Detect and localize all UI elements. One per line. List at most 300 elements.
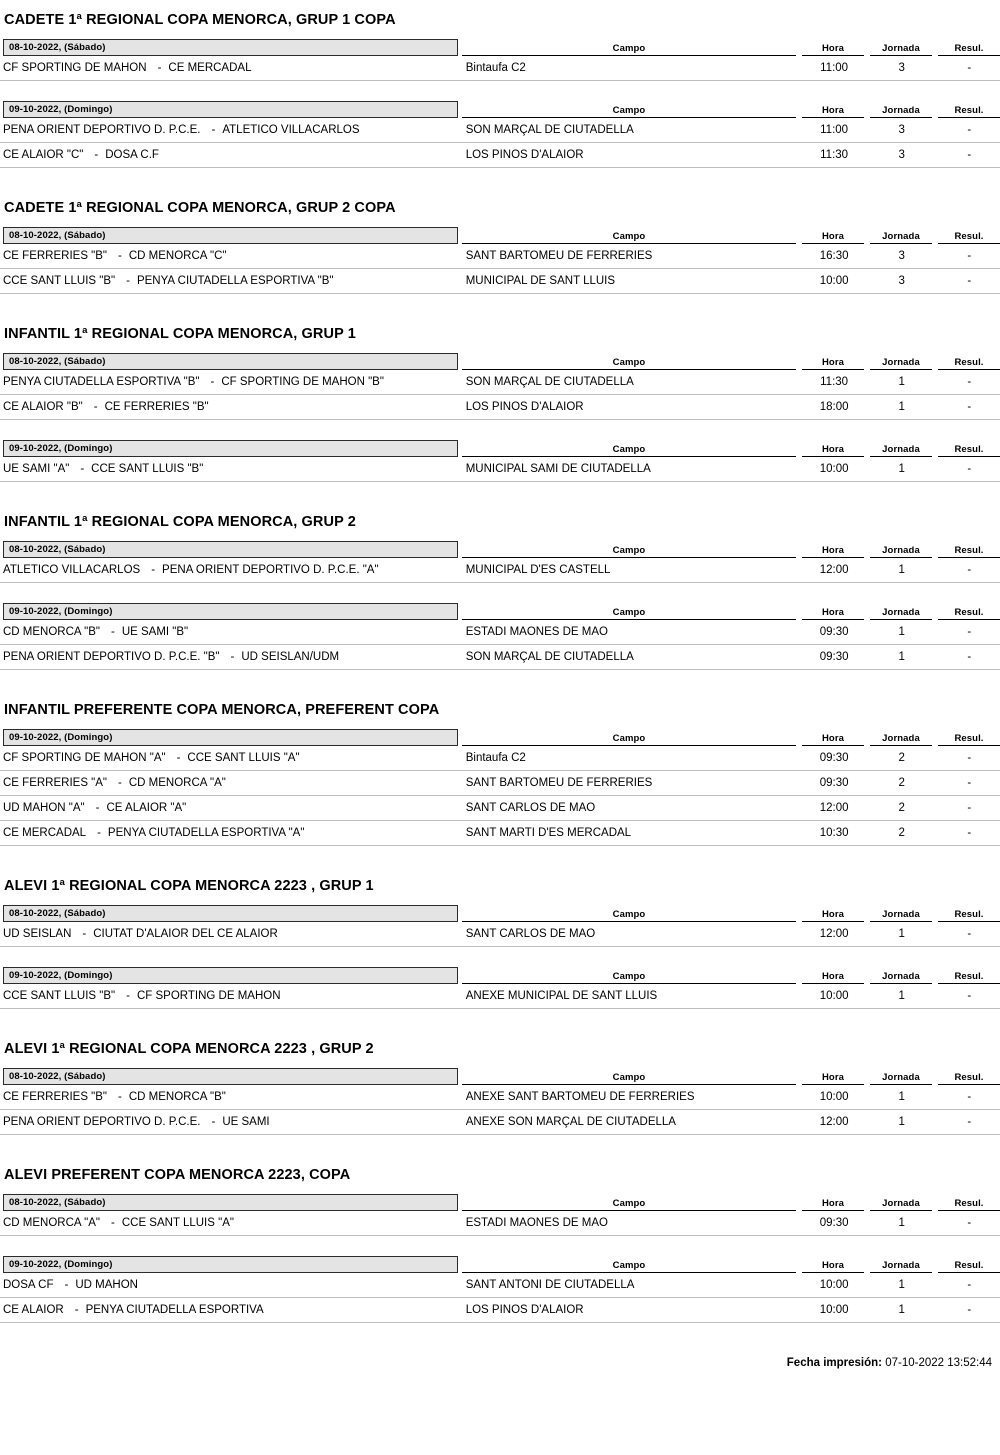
home-team: PEÑA ORIENT DEPORTIVO D. P.C.E. [3, 124, 201, 136]
match-venue: LOS PINOS D'ALAIOR [465, 149, 584, 161]
match-row [0, 1298, 1000, 1323]
match-teams [3, 564, 458, 576]
match-time: 10:00 [819, 1304, 849, 1316]
match-matchday: 1 [898, 1217, 905, 1229]
column-header-resul: Resul. [938, 105, 1000, 119]
match-venue: MUNICIPAL SAMI DE CIUTADELLA [465, 463, 651, 475]
away-team: CD MENORCA "C" [128, 250, 227, 262]
match-row [0, 118, 1000, 143]
match-result: - [967, 250, 972, 262]
home-team: CE FERRERIES "B" [3, 1091, 108, 1103]
versus-separator: - [93, 401, 98, 413]
versus-separator: - [80, 463, 85, 475]
column-header-jornada: Jornada [870, 43, 932, 57]
match-row [0, 1273, 1000, 1298]
competition-block [0, 188, 1000, 294]
day-header [0, 353, 1000, 370]
versus-separator: - [126, 275, 130, 287]
match-row [0, 1110, 1000, 1135]
date-bar: 09-10-2022, (Domingo) [3, 729, 458, 746]
match-time: 10:00 [819, 1091, 849, 1103]
column-header-hora: Hora [802, 357, 864, 371]
versus-separator: - [151, 564, 156, 576]
away-team: CE ALAIOR "A" [106, 802, 187, 814]
column-header-resul: Resul. [938, 1072, 1000, 1086]
match-matchday: 1 [898, 1091, 905, 1103]
match-teams [3, 376, 458, 388]
day-group [0, 729, 1000, 846]
home-team: CE ALAIOR "B" [3, 401, 83, 413]
column-header-jornada: Jornada [870, 105, 932, 119]
match-time: 12:00 [819, 802, 849, 814]
match-venue: LOS PINOS D'ALAIOR [465, 1304, 584, 1316]
home-team: PEÑA ORIENT DEPORTIVO D. P.C.E. "B" [3, 651, 220, 663]
column-header-resul: Resul. [938, 607, 1000, 621]
column-header-hora: Hora [802, 105, 864, 119]
match-matchday: 3 [898, 250, 905, 262]
match-teams [3, 752, 458, 764]
versus-separator: - [110, 1217, 115, 1229]
day-header [0, 39, 1000, 56]
match-time: 10:00 [819, 275, 849, 287]
column-header-hora: Hora [802, 1260, 864, 1274]
match-result: - [967, 827, 972, 839]
day-group [0, 440, 1000, 482]
away-team: CCE SANT LLUÍS "B" [91, 463, 204, 475]
away-team: UD SEISLAN/UDM [241, 651, 340, 663]
day-header [0, 967, 1000, 984]
home-team: CF SPORTING DE MAHON [3, 62, 147, 74]
column-header-resul: Resul. [938, 231, 1000, 245]
column-header-hora: Hora [802, 971, 864, 985]
match-time: 12:00 [819, 564, 849, 576]
match-teams [3, 1116, 458, 1128]
match-result: - [967, 124, 972, 136]
versus-separator: - [118, 777, 122, 789]
column-header-jornada: Jornada [870, 909, 932, 923]
column-headers [462, 43, 1000, 57]
day-group [0, 541, 1000, 583]
match-row [0, 796, 1000, 821]
match-time: 09:30 [819, 1217, 849, 1229]
column-header-resul: Resul. [938, 357, 1000, 371]
competition-title: INFANTIL PREFERENTE COPA MENORCA, PREFERENT COPA [4, 702, 440, 718]
match-matchday: 1 [898, 463, 905, 475]
match-venue: Bintaufa C2 [465, 752, 526, 764]
versus-separator: - [211, 124, 216, 136]
match-venue: SANT MARTI D'ES MERCADAL [465, 827, 632, 839]
home-team: CE MERCADAL [3, 827, 87, 839]
match-venue: SANT CARLOS DE MAÓ [465, 802, 596, 814]
match-matchday: 1 [898, 564, 905, 576]
away-team: PENYA CIUTADELLA ESPORTIVA [85, 1304, 264, 1316]
date-bar: 08-10-2022, (Sábado) [3, 227, 458, 244]
competition-block [0, 1029, 1000, 1135]
column-header-hora: Hora [802, 909, 864, 923]
match-row [0, 395, 1000, 420]
match-venue: LOS PINOS D'ALAIOR [465, 401, 584, 413]
day-group [0, 905, 1000, 947]
column-header-resul: Resul. [938, 444, 1000, 458]
versus-separator: - [82, 928, 87, 940]
versus-separator: - [210, 376, 215, 388]
column-header-jornada: Jornada [870, 1072, 932, 1086]
home-team: UE SAMI "A" [3, 463, 70, 475]
match-matchday: 3 [898, 62, 905, 74]
match-result: - [967, 651, 972, 663]
match-matchday: 2 [898, 802, 905, 814]
match-row [0, 244, 1000, 269]
match-venue: ANEXE MUNICIPAL DE SANT LLUIS [465, 990, 658, 1002]
match-teams [3, 802, 458, 814]
day-group [0, 603, 1000, 670]
column-header-campo: Campo [462, 1198, 796, 1212]
match-result: - [967, 564, 972, 576]
home-team: UD SEISLAN [3, 928, 72, 940]
match-row [0, 269, 1000, 294]
match-matchday: 1 [898, 626, 905, 638]
match-venue: Bintaufa C2 [465, 62, 526, 74]
away-team: CF SPORTING DE MAHON [136, 990, 281, 1002]
column-header-campo: Campo [462, 357, 796, 371]
column-header-hora: Hora [802, 1072, 864, 1086]
competition-title: INFANTIL 1ª REGIONAL COPA MENORCA, GRUP 2 [4, 514, 356, 530]
print-date-label: Fecha impresión: [786, 1357, 882, 1369]
match-teams [3, 124, 458, 136]
day-header [0, 101, 1000, 118]
column-header-resul: Resul. [938, 1198, 1000, 1212]
away-team: CD MENORCA "B" [128, 1091, 226, 1103]
date-bar: 08-10-2022, (Sábado) [3, 541, 458, 558]
competition-title: ALEVI PREFERENT COPA MENORCA 2223, COPA [4, 1167, 351, 1183]
column-header-jornada: Jornada [870, 733, 932, 747]
date-bar: 08-10-2022, (Sábado) [3, 1194, 458, 1211]
match-venue: ANEXE SANT BARTOMEU DE FERRERIES [465, 1091, 695, 1103]
match-matchday: 1 [898, 928, 905, 940]
match-matchday: 1 [898, 651, 905, 663]
match-time: 09:30 [819, 651, 849, 663]
away-team: CIUTAT D'ALAIOR DEL CE ALAIOR [93, 928, 278, 940]
match-time: 10:30 [819, 827, 849, 839]
match-row [0, 821, 1000, 846]
match-time: 11:00 [820, 124, 849, 136]
match-row [0, 143, 1000, 168]
match-row [0, 771, 1000, 796]
day-group [0, 39, 1000, 81]
competition-title: ALEVI 1ª REGIONAL COPA MENORCA 2223 , GRUP 1 [4, 878, 374, 894]
away-team: PENYA CIUTADELLA ESPORTIVA "A" [107, 827, 305, 839]
column-header-campo: Campo [462, 105, 796, 119]
match-venue: SANT BARTOMEU DE FERRERIES [465, 777, 653, 789]
column-header-jornada: Jornada [870, 1198, 932, 1212]
column-header-jornada: Jornada [870, 607, 932, 621]
column-headers [462, 733, 1000, 747]
column-header-resul: Resul. [938, 733, 1000, 747]
match-result: - [967, 1279, 972, 1291]
match-venue: MUNICIPAL D'ES CASTELL [465, 564, 611, 576]
day-header [0, 603, 1000, 620]
match-result: - [967, 1304, 972, 1316]
column-header-jornada: Jornada [870, 545, 932, 559]
match-venue: MUNICIPAL DE SANT LLUIS [465, 275, 616, 287]
match-result: - [967, 376, 972, 388]
away-team: PENYA CIUTADELLA ESPORTIVA "B" [136, 275, 334, 287]
day-group [0, 353, 1000, 420]
match-result: - [967, 149, 972, 161]
home-team: CF SPORTING DE MAHON "A" [3, 752, 166, 764]
day-group [0, 1194, 1000, 1236]
match-row [0, 645, 1000, 670]
match-matchday: 2 [898, 827, 905, 839]
column-headers [462, 909, 1000, 923]
match-matchday: 1 [898, 1304, 905, 1316]
match-time: 18:00 [819, 401, 849, 413]
home-team: DOSA CF [3, 1279, 54, 1291]
home-team: CCE SANT LLUÍS "B" [3, 990, 116, 1002]
day-header [0, 227, 1000, 244]
column-header-resul: Resul. [938, 545, 1000, 559]
competition-block [0, 690, 1000, 846]
away-team: UD MAHON [75, 1279, 138, 1291]
away-team: CF SPORTING DE MAHON "B" [221, 376, 384, 388]
column-header-jornada: Jornada [870, 971, 932, 985]
match-result: - [967, 275, 972, 287]
day-group [0, 101, 1000, 168]
day-header [0, 440, 1000, 457]
match-teams [3, 463, 458, 475]
match-result: - [967, 990, 972, 1002]
match-matchday: 1 [898, 990, 905, 1002]
column-header-resul: Resul. [938, 1260, 1000, 1274]
competition-block [0, 0, 1000, 168]
match-row [0, 922, 1000, 947]
home-team: PEÑA ORIENT DEPORTIVO D. P.C.E. [3, 1116, 201, 1128]
match-row [0, 620, 1000, 645]
match-row [0, 1085, 1000, 1110]
column-headers [462, 357, 1000, 371]
match-matchday: 3 [898, 124, 905, 136]
competition-title: INFANTIL 1ª REGIONAL COPA MENORCA, GRUP 1 [4, 326, 356, 342]
match-matchday: 1 [898, 401, 905, 413]
competition-title: CADETE 1ª REGIONAL COPA MENORCA, GRUP 1 COPA [4, 12, 396, 28]
versus-separator: - [211, 1116, 216, 1128]
column-header-campo: Campo [462, 909, 796, 923]
competition-title: CADETE 1ª REGIONAL COPA MENORCA, GRUP 2 COPA [4, 200, 396, 216]
versus-separator: - [110, 626, 115, 638]
column-header-resul: Resul. [938, 971, 1000, 985]
match-row [0, 984, 1000, 1009]
match-teams [3, 275, 458, 287]
home-team: PENYA CIUTADELLA ESPORTIVA "B" [3, 376, 200, 388]
match-result: - [967, 777, 972, 789]
match-time: 10:00 [819, 463, 849, 475]
match-matchday: 3 [898, 149, 905, 161]
match-teams [3, 990, 458, 1002]
match-matchday: 1 [898, 1116, 905, 1128]
match-venue: SON MARÇAL DE CIUTADELLA [465, 376, 634, 388]
match-result: - [967, 626, 972, 638]
versus-separator: - [118, 1091, 122, 1103]
day-header [0, 1256, 1000, 1273]
match-teams [3, 1091, 458, 1103]
match-row [0, 1211, 1000, 1236]
column-header-jornada: Jornada [870, 444, 932, 458]
match-venue: SON MARÇAL DE CIUTADELLA [465, 651, 634, 663]
column-header-jornada: Jornada [870, 1260, 932, 1274]
match-teams [3, 651, 458, 663]
match-time: 12:00 [819, 1116, 849, 1128]
column-header-hora: Hora [802, 607, 864, 621]
match-teams [3, 1304, 458, 1316]
match-venue: SON MARÇAL DE CIUTADELLA [465, 124, 634, 136]
match-teams [3, 250, 458, 262]
day-header [0, 1194, 1000, 1211]
versus-separator: - [94, 149, 99, 161]
match-time: 11:30 [820, 149, 849, 161]
match-result: - [967, 752, 972, 764]
away-team: CCE SANT LLUIS "A" [121, 1217, 234, 1229]
match-result: - [967, 1116, 972, 1128]
date-bar: 08-10-2022, (Sábado) [3, 905, 458, 922]
away-team: DOSA C.F [105, 149, 159, 161]
date-bar: 08-10-2022, (Sábado) [3, 1068, 458, 1085]
home-team: CD MENORCA "B" [3, 626, 100, 638]
match-time: 11:00 [820, 62, 849, 74]
away-team: CD MENORCA "A" [128, 777, 226, 789]
competition-block [0, 866, 1000, 1009]
versus-separator: - [74, 1304, 79, 1316]
column-header-jornada: Jornada [870, 231, 932, 245]
match-time: 11:30 [820, 376, 849, 388]
away-team: UE SAMI "B" [121, 626, 189, 638]
day-group [0, 227, 1000, 294]
match-result: - [967, 928, 972, 940]
day-header [0, 905, 1000, 922]
column-headers [462, 971, 1000, 985]
date-bar: 08-10-2022, (Sábado) [3, 353, 458, 370]
away-team: CE MERCADAL [168, 62, 252, 74]
match-result: - [967, 62, 972, 74]
match-teams [3, 62, 458, 74]
competition-block [0, 502, 1000, 670]
column-header-hora: Hora [802, 545, 864, 559]
column-headers [462, 1260, 1000, 1274]
match-venue: SANT ANTONI DE CIUTADELLA [465, 1279, 635, 1291]
column-header-campo: Campo [462, 971, 796, 985]
match-row [0, 746, 1000, 771]
match-time: 09:30 [819, 777, 849, 789]
column-header-hora: Hora [802, 733, 864, 747]
day-header [0, 729, 1000, 746]
column-headers [462, 545, 1000, 559]
match-venue: SANT BARTOMEU DE FERRERIES [465, 250, 653, 262]
column-header-campo: Campo [462, 1072, 796, 1086]
match-row [0, 56, 1000, 81]
competition-title: ALEVI 1ª REGIONAL COPA MENORCA 2223 , GRUP 2 [4, 1041, 374, 1057]
competition-block [0, 1155, 1000, 1323]
match-venue: ANEXE SON MARÇAL DE CIUTADELLA [465, 1116, 676, 1128]
home-team: ATLETICO VILLACARLOS [3, 564, 141, 576]
column-header-campo: Campo [462, 545, 796, 559]
column-header-resul: Resul. [938, 909, 1000, 923]
match-result: - [967, 1217, 972, 1229]
match-row [0, 370, 1000, 395]
column-header-resul: Resul. [938, 43, 1000, 57]
column-headers [462, 444, 1000, 458]
date-bar: 09-10-2022, (Domingo) [3, 440, 458, 457]
column-header-campo: Campo [462, 1260, 796, 1274]
versus-separator: - [157, 62, 162, 74]
column-header-hora: Hora [802, 444, 864, 458]
match-result: - [967, 1091, 972, 1103]
match-result: - [967, 463, 972, 475]
match-matchday: 1 [898, 376, 905, 388]
match-time: 09:30 [819, 752, 849, 764]
column-headers [462, 607, 1000, 621]
match-matchday: 3 [898, 275, 905, 287]
versus-separator: - [118, 250, 122, 262]
column-header-hora: Hora [802, 43, 864, 57]
column-header-campo: Campo [462, 43, 796, 57]
print-date-value: 07-10-2022 13:52:44 [885, 1357, 992, 1369]
date-bar: 09-10-2022, (Domingo) [3, 101, 458, 118]
day-header [0, 1068, 1000, 1085]
match-time: 09:30 [819, 626, 849, 638]
column-header-campo: Campo [462, 231, 796, 245]
match-matchday: 2 [898, 777, 905, 789]
match-venue: ESTADI MAONÉS DE MAÓ [465, 626, 608, 638]
away-team: CE FERRERIES "B" [104, 401, 209, 413]
match-time: 12:00 [819, 928, 849, 940]
match-time: 10:00 [819, 1279, 849, 1291]
home-team: CE FERRERIES "A" [3, 777, 108, 789]
match-teams [3, 1217, 458, 1229]
match-venue: SANT CARLOS DE MAÓ [465, 928, 596, 940]
date-bar: 09-10-2022, (Domingo) [3, 1256, 458, 1273]
away-team: CCE SANT LLUIS "A" [187, 752, 300, 764]
match-time: 10:00 [819, 990, 849, 1002]
match-teams [3, 626, 458, 638]
home-team: CE ALAIOR [3, 1304, 64, 1316]
column-header-jornada: Jornada [870, 357, 932, 371]
column-headers [462, 1072, 1000, 1086]
match-venue: ESTADI MAONÉS DE MAÓ [465, 1217, 608, 1229]
column-header-hora: Hora [802, 1198, 864, 1212]
date-bar: 08-10-2022, (Sábado) [3, 39, 458, 56]
match-result: - [967, 802, 972, 814]
away-team: UE SAMI [222, 1116, 270, 1128]
away-team: PEÑA ORIENT DEPORTIVO D. P.C.E. "A" [162, 564, 379, 576]
versus-separator: - [230, 651, 235, 663]
day-group [0, 1256, 1000, 1323]
match-teams [3, 1279, 458, 1291]
date-bar: 09-10-2022, (Domingo) [3, 603, 458, 620]
versus-separator: - [64, 1279, 69, 1291]
day-group [0, 967, 1000, 1009]
versus-separator: - [176, 752, 181, 764]
versus-separator: - [97, 827, 101, 839]
home-team: CE ALAIOR "C" [3, 149, 84, 161]
versus-separator: - [126, 990, 130, 1002]
versus-separator: - [95, 802, 100, 814]
column-headers [462, 1198, 1000, 1212]
competition-block [0, 314, 1000, 482]
match-result: - [967, 401, 972, 413]
column-headers [462, 105, 1000, 119]
column-header-campo: Campo [462, 444, 796, 458]
home-team: CD MENORCA "A" [3, 1217, 100, 1229]
match-row [0, 558, 1000, 583]
